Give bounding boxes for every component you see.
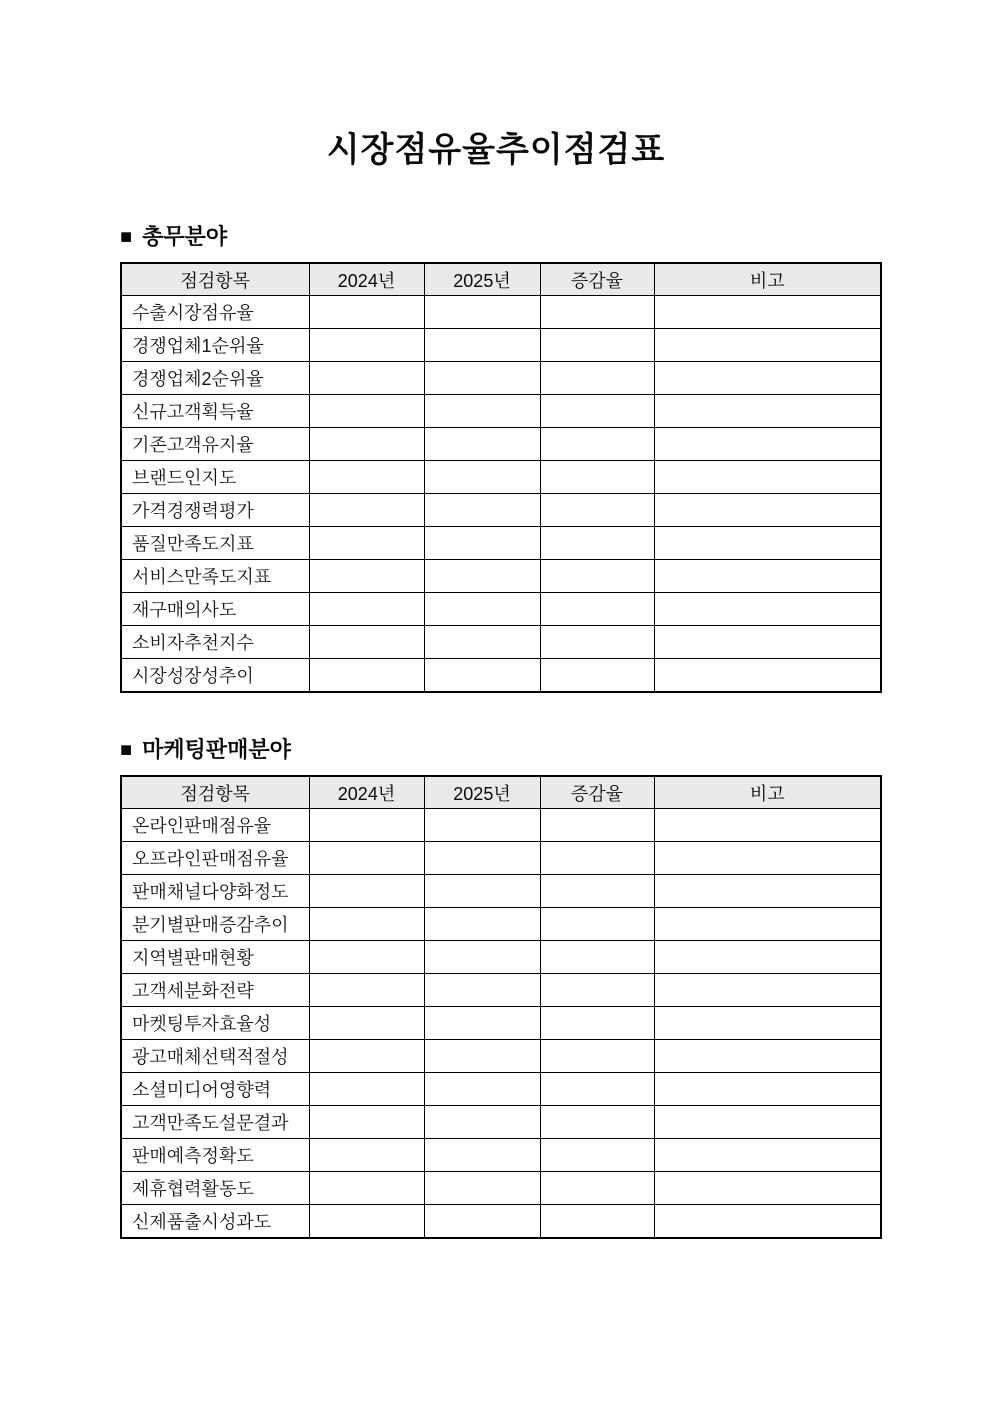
cell-change <box>540 1040 654 1073</box>
cell-2024 <box>309 1106 424 1139</box>
check-item-cell: 온라인판매점유율 <box>121 809 309 842</box>
table-header-row <box>121 263 881 296</box>
cell-2024 <box>309 1073 424 1106</box>
table-row <box>121 626 881 659</box>
cell-2025 <box>424 659 540 692</box>
cell-change <box>540 1106 654 1139</box>
cell-2024 <box>309 494 424 527</box>
cell-2024 <box>309 593 424 626</box>
cell-2025 <box>424 296 540 329</box>
cell-2025 <box>424 527 540 560</box>
cell-2025 <box>424 593 540 626</box>
cell-2025 <box>424 428 540 461</box>
checklist-table-marketing <box>120 775 882 1239</box>
cell-change <box>540 875 654 908</box>
cell-note <box>654 1007 881 1040</box>
cell-2025 <box>424 461 540 494</box>
column-header-2025: 2025년 <box>424 776 540 809</box>
check-item-cell: 판매채널다양화정도 <box>121 875 309 908</box>
cell-note <box>654 974 881 1007</box>
section-title: 마케팅판매분야 <box>142 736 291 762</box>
cell-note <box>654 659 881 692</box>
column-header-item: 점검항목 <box>121 263 309 296</box>
check-item-cell: 시장성장성추이 <box>121 659 309 692</box>
cell-2024 <box>309 1172 424 1205</box>
cell-change <box>540 395 654 428</box>
table-row <box>121 1007 881 1040</box>
cell-note <box>654 362 881 395</box>
cell-note <box>654 527 881 560</box>
check-item-cell: 서비스만족도지표 <box>121 560 309 593</box>
cell-note <box>654 395 881 428</box>
cell-2025 <box>424 395 540 428</box>
cell-2024 <box>309 527 424 560</box>
cell-2024 <box>309 809 424 842</box>
check-item-cell: 소셜미디어영향력 <box>121 1073 309 1106</box>
check-item-cell: 고객만족도설문결과 <box>121 1106 309 1139</box>
table-row <box>121 908 881 941</box>
cell-change <box>540 809 654 842</box>
cell-change <box>540 908 654 941</box>
section-header <box>120 224 880 250</box>
column-header-note: 비고 <box>654 263 881 296</box>
check-item-cell: 분기별판매증감추이 <box>121 908 309 941</box>
table-row <box>121 941 881 974</box>
section-title: 총무분야 <box>142 223 228 249</box>
cell-2025 <box>424 494 540 527</box>
check-item-cell: 판매예측정확도 <box>121 1139 309 1172</box>
cell-2024 <box>309 1007 424 1040</box>
cell-2025 <box>424 1073 540 1106</box>
cell-change <box>540 527 654 560</box>
cell-change <box>540 626 654 659</box>
table-row <box>121 1106 881 1139</box>
cell-change <box>540 1007 654 1040</box>
cell-2025 <box>424 1040 540 1073</box>
cell-2025 <box>424 908 540 941</box>
column-header-change: 증감율 <box>540 776 654 809</box>
cell-note <box>654 560 881 593</box>
cell-2025 <box>424 1172 540 1205</box>
table-row <box>121 659 881 692</box>
cell-change <box>540 1172 654 1205</box>
cell-change <box>540 1205 654 1238</box>
cell-change <box>540 941 654 974</box>
cell-change <box>540 329 654 362</box>
check-item-cell: 고객세분화전략 <box>121 974 309 1007</box>
square-bullet-icon: ■ <box>120 225 133 248</box>
check-item-cell: 품질만족도지표 <box>121 527 309 560</box>
check-item-cell: 신규고객획득율 <box>121 395 309 428</box>
cell-2024 <box>309 941 424 974</box>
cell-note <box>654 626 881 659</box>
table-row <box>121 842 881 875</box>
check-item-cell: 소비자추천지수 <box>121 626 309 659</box>
cell-note <box>654 1106 881 1139</box>
table-row <box>121 362 881 395</box>
table-row <box>121 329 881 362</box>
cell-2025 <box>424 626 540 659</box>
cell-2024 <box>309 362 424 395</box>
section-header <box>120 737 880 763</box>
table-row <box>121 1040 881 1073</box>
cell-2025 <box>424 1139 540 1172</box>
cell-2024 <box>309 842 424 875</box>
cell-2024 <box>309 461 424 494</box>
cell-2024 <box>309 296 424 329</box>
check-item-cell: 신제품출시성과도 <box>121 1205 309 1238</box>
cell-note <box>654 296 881 329</box>
cell-note <box>654 809 881 842</box>
column-header-change: 증감율 <box>540 263 654 296</box>
cell-change <box>540 974 654 1007</box>
cell-2024 <box>309 428 424 461</box>
check-item-cell: 광고매체선택적절성 <box>121 1040 309 1073</box>
cell-note <box>654 428 881 461</box>
cell-note <box>654 494 881 527</box>
cell-change <box>540 593 654 626</box>
section-marketing-sales <box>120 737 880 1239</box>
cell-change <box>540 494 654 527</box>
cell-2024 <box>309 659 424 692</box>
column-header-2025: 2025년 <box>424 263 540 296</box>
table-row <box>121 527 881 560</box>
cell-2024 <box>309 875 424 908</box>
column-header-note: 비고 <box>654 776 881 809</box>
check-item-cell: 마켓팅투자효율성 <box>121 1007 309 1040</box>
cell-2025 <box>424 329 540 362</box>
cell-2024 <box>309 560 424 593</box>
table-row <box>121 428 881 461</box>
checklist-table-general <box>120 262 882 693</box>
table-row <box>121 461 881 494</box>
cell-2024 <box>309 1205 424 1238</box>
cell-change <box>540 659 654 692</box>
cell-2024 <box>309 329 424 362</box>
cell-change <box>540 362 654 395</box>
cell-2025 <box>424 809 540 842</box>
cell-2024 <box>309 1040 424 1073</box>
table-row <box>121 560 881 593</box>
cell-change <box>540 461 654 494</box>
check-item-cell: 오프라인판매점유율 <box>121 842 309 875</box>
check-item-cell: 제휴협력활동도 <box>121 1172 309 1205</box>
check-item-cell: 재구매의사도 <box>121 593 309 626</box>
check-item-cell: 수출시장점유율 <box>121 296 309 329</box>
table-row <box>121 593 881 626</box>
cell-2024 <box>309 626 424 659</box>
cell-2025 <box>424 875 540 908</box>
table-row <box>121 974 881 1007</box>
square-bullet-icon: ■ <box>120 738 133 761</box>
cell-note <box>654 593 881 626</box>
cell-note <box>654 941 881 974</box>
cell-2025 <box>424 842 540 875</box>
cell-change <box>540 560 654 593</box>
cell-2025 <box>424 560 540 593</box>
cell-change <box>540 428 654 461</box>
table-row <box>121 1073 881 1106</box>
check-item-cell: 지역별판매현황 <box>121 941 309 974</box>
table-row <box>121 296 881 329</box>
cell-note <box>654 1040 881 1073</box>
cell-2025 <box>424 941 540 974</box>
cell-2024 <box>309 395 424 428</box>
column-header-2024: 2024년 <box>309 263 424 296</box>
check-item-cell: 브랜드인지도 <box>121 461 309 494</box>
column-header-item: 점검항목 <box>121 776 309 809</box>
cell-note <box>654 329 881 362</box>
table-row <box>121 1205 881 1238</box>
cell-note <box>654 1172 881 1205</box>
cell-2024 <box>309 1139 424 1172</box>
table-header-row <box>121 776 881 809</box>
check-item-cell: 기존고객유지율 <box>121 428 309 461</box>
cell-note <box>654 1139 881 1172</box>
cell-2025 <box>424 1205 540 1238</box>
cell-note <box>654 908 881 941</box>
cell-2025 <box>424 1007 540 1040</box>
table-row <box>121 875 881 908</box>
cell-2025 <box>424 974 540 1007</box>
check-item-cell: 경쟁업체1순위율 <box>121 329 309 362</box>
cell-change <box>540 296 654 329</box>
cell-2025 <box>424 1106 540 1139</box>
table-row <box>121 1139 881 1172</box>
check-item-cell: 경쟁업체2순위율 <box>121 362 309 395</box>
cell-2024 <box>309 908 424 941</box>
table-row <box>121 809 881 842</box>
column-header-2024: 2024년 <box>309 776 424 809</box>
cell-change <box>540 1073 654 1106</box>
cell-note <box>654 842 881 875</box>
cell-2025 <box>424 362 540 395</box>
cell-change <box>540 842 654 875</box>
table-row <box>121 494 881 527</box>
table-row <box>121 1172 881 1205</box>
check-item-cell: 가격경쟁력평가 <box>121 494 309 527</box>
table-row <box>121 395 881 428</box>
cell-note <box>654 1205 881 1238</box>
page-title: 시장점유율추이점검표 <box>326 131 666 169</box>
cell-2024 <box>309 974 424 1007</box>
cell-change <box>540 1139 654 1172</box>
cell-note <box>654 875 881 908</box>
section-general-affairs <box>120 224 880 693</box>
cell-note <box>654 461 881 494</box>
cell-note <box>654 1073 881 1106</box>
